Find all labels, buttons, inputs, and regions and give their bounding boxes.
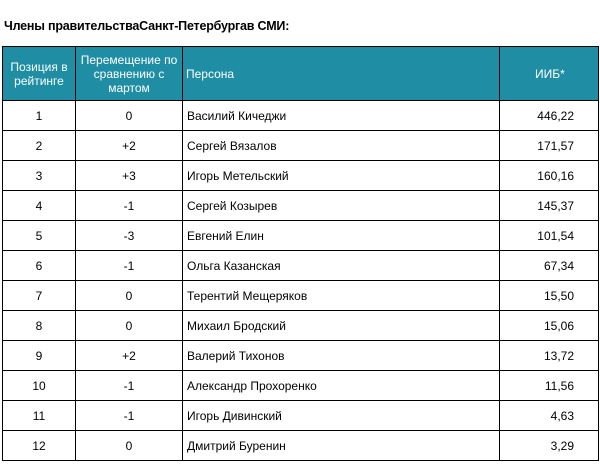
cell-change: 0 (76, 101, 183, 131)
column-header-change: Перемещение по сравнению с мартом (76, 47, 183, 101)
cell-iib: 13,72 (500, 341, 599, 371)
cell-person: Дмитрий Буренин (183, 431, 500, 461)
cell-person: Игорь Дивинский (183, 401, 500, 431)
table-row (3, 251, 599, 281)
cell-iib: 11,56 (500, 371, 599, 401)
cell-change: 0 (76, 281, 183, 311)
cell-position: 2 (3, 131, 76, 161)
cell-iib: 67,34 (500, 251, 599, 281)
cell-change: -1 (76, 251, 183, 281)
cell-position: 7 (3, 281, 76, 311)
cell-position: 1 (3, 101, 76, 131)
cell-change: +2 (76, 131, 183, 161)
cell-change: 0 (76, 431, 183, 461)
table-row (3, 311, 599, 341)
cell-change: -3 (76, 221, 183, 251)
cell-iib: 101,54 (500, 221, 599, 251)
table-row (3, 371, 599, 401)
cell-person: Сергей Вязалов (183, 131, 500, 161)
cell-person: Михаил Бродский (183, 311, 500, 341)
cell-iib: 160,16 (500, 161, 599, 191)
cell-iib: 171,57 (500, 131, 599, 161)
cell-person: Василий Кичеджи (183, 101, 500, 131)
column-header-person: Персона (183, 47, 500, 101)
table-row (3, 191, 599, 221)
table-row (3, 341, 599, 371)
cell-iib: 4,63 (500, 401, 599, 431)
table-row (3, 281, 599, 311)
table-row (3, 101, 599, 131)
cell-position: 12 (3, 431, 76, 461)
table-row (3, 131, 599, 161)
cell-change: -1 (76, 371, 183, 401)
cell-position: 8 (3, 311, 76, 341)
cell-position: 11 (3, 401, 76, 431)
cell-position: 6 (3, 251, 76, 281)
cell-position: 4 (3, 191, 76, 221)
cell-change: +2 (76, 341, 183, 371)
cell-change: +3 (76, 161, 183, 191)
cell-iib: 446,22 (500, 101, 599, 131)
cell-change: -1 (76, 401, 183, 431)
cell-iib: 15,06 (500, 311, 599, 341)
cell-change: -1 (76, 191, 183, 221)
cell-person: Александр Прохоренко (183, 371, 500, 401)
cell-person: Сергей Козырев (183, 191, 500, 221)
column-header-iib: ИИБ* (500, 47, 599, 101)
cell-change: 0 (76, 311, 183, 341)
table-row (3, 161, 599, 191)
cell-position: 10 (3, 371, 76, 401)
cell-iib: 145,37 (500, 191, 599, 221)
table-row (3, 431, 599, 461)
column-header-position: Позиция в рейтинге (3, 47, 76, 101)
cell-person: Игорь Метельский (183, 161, 500, 191)
cell-position: 3 (3, 161, 76, 191)
table-row (3, 221, 599, 251)
cell-iib: 3,29 (500, 431, 599, 461)
cell-iib: 15,50 (500, 281, 599, 311)
table-row (3, 401, 599, 431)
cell-person: Терентий Мещеряков (183, 281, 500, 311)
rating-table (2, 46, 599, 461)
cell-person: Ольга Казанская (183, 251, 500, 281)
table-header-row (3, 47, 599, 101)
table-body (3, 101, 599, 461)
cell-position: 5 (3, 221, 76, 251)
cell-person: Евгений Елин (183, 221, 500, 251)
cell-position: 9 (3, 341, 76, 371)
page-title: Члены правительстваСанкт-Петербургав СМИ: (4, 19, 290, 33)
cell-person: Валерий Тихонов (183, 341, 500, 371)
